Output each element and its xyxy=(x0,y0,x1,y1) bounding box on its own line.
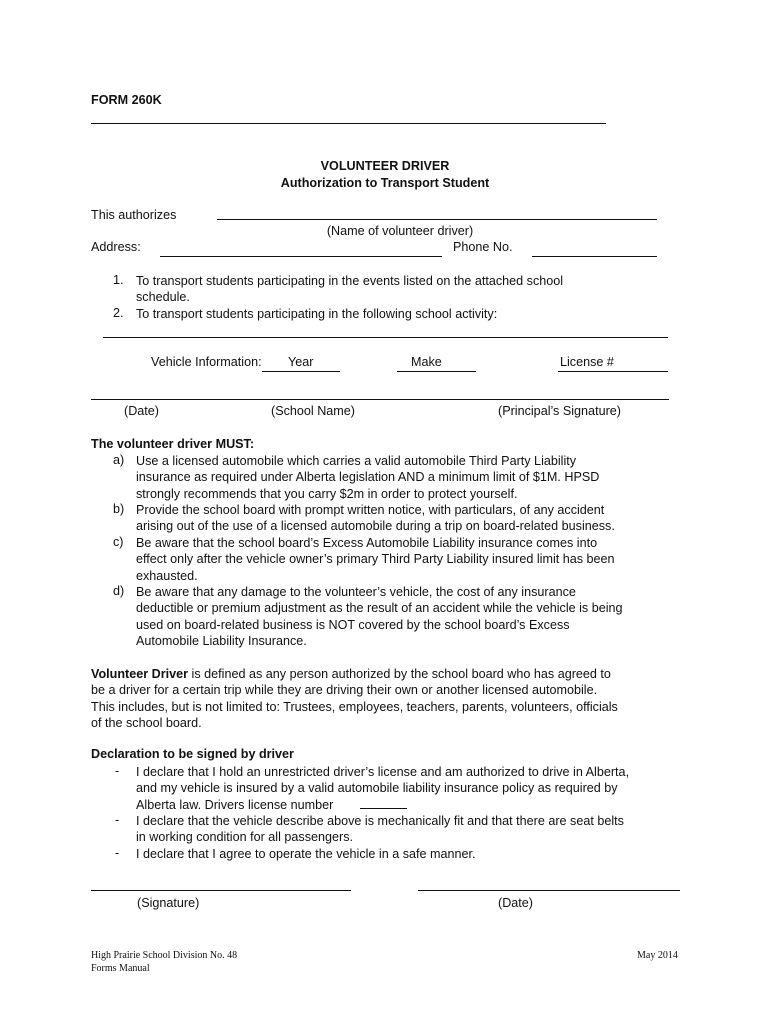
approval-field[interactable] xyxy=(91,399,669,400)
bullet: - xyxy=(115,813,120,827)
vehicle-license-field[interactable] xyxy=(558,371,668,372)
definition-text: This includes, but is not limited to: Trustees, employees, teachers, parents, volunteers, officials xyxy=(91,699,618,714)
signature-date-caption: (Date) xyxy=(498,896,533,910)
form-title: VOLUNTEER DRIVER xyxy=(320,159,450,173)
item-text: strongly recommends that you carry $2m in order to protect yourself. xyxy=(136,486,518,501)
approval-school-caption: (School Name) xyxy=(271,404,355,418)
definition-text: of the school board. xyxy=(91,715,202,730)
list-text: schedule. xyxy=(136,290,190,305)
declaration-text: in working condition for all passengers. xyxy=(136,830,354,845)
item-text: deductible or premium adjustment as the result of an accident while the vehicle is being xyxy=(136,601,623,616)
signature-caption: (Signature) xyxy=(137,896,200,910)
driver-name-caption: (Name of volunteer driver) xyxy=(326,224,474,238)
declaration-text: and my vehicle is insured by a valid automobile liability insurance policy as required by xyxy=(136,781,618,796)
vehicle-info-label: Vehicle Information: xyxy=(151,355,262,369)
address-field[interactable] xyxy=(160,256,442,257)
definition-paragraph xyxy=(91,666,618,731)
vehicle-year-field[interactable] xyxy=(262,371,340,372)
phone-field[interactable] xyxy=(532,256,657,257)
approval-principal-caption: (Principal’s Signature) xyxy=(498,404,621,418)
bullet: - xyxy=(115,846,120,860)
item-text: Be aware that any damage to the volunteer’s vehicle, the cost of any insurance xyxy=(136,585,576,599)
driver-signature-field[interactable] xyxy=(91,890,351,891)
footer-date: May 2014 xyxy=(637,950,678,961)
item-letter: d) xyxy=(113,584,125,598)
declaration-text: I declare that I agree to operate the vehicle in a safe manner. xyxy=(136,847,476,861)
form-id: FORM 260K xyxy=(91,93,162,107)
vehicle-make-field[interactable] xyxy=(397,371,476,372)
declaration-text: I declare that I hold an unrestricted driver’s license and am authorized to drive in Alberta, xyxy=(136,765,630,779)
item-text: Use a licensed automobile which carries a valid automobile Third Party Liability xyxy=(136,454,577,468)
license-number-field[interactable] xyxy=(360,808,407,809)
list-text: To transport students participating in the following school activity: xyxy=(136,307,498,321)
item-text: Be aware that the school board’s Excess Automobile Liability insurance comes into xyxy=(136,536,598,550)
declaration-text: Alberta law. Drivers license number xyxy=(136,797,334,812)
list-number: 2. xyxy=(113,306,124,320)
item-text: insurance as required under Alberta legislation AND a minimum limit of $1M. HPSD xyxy=(136,470,600,485)
driver-name-field[interactable] xyxy=(217,219,657,220)
item-text: used on board-related business is NOT covered by the school board’s Excess xyxy=(136,617,570,632)
item-letter: a) xyxy=(113,453,125,467)
header-rule xyxy=(91,123,606,124)
list-text: To transport students participating in the events listed on the attached school xyxy=(136,274,564,288)
item-text: arising out of the use of a licensed automobile during a trip on board-related business. xyxy=(136,519,615,534)
item-letter: b) xyxy=(113,502,125,516)
approval-date-caption: (Date) xyxy=(124,404,159,418)
declaration-text: I declare that the vehicle describe above is mechanically fit and that there are seat belts xyxy=(136,814,624,828)
bullet: - xyxy=(115,764,120,778)
must-heading: The volunteer driver MUST: xyxy=(91,437,255,451)
address-label: Address: xyxy=(91,240,141,254)
footer-division: High Prairie School Division No. 48 xyxy=(91,950,238,961)
item-letter: c) xyxy=(113,535,124,549)
declaration-heading: Declaration to be signed by driver xyxy=(91,747,294,761)
vehicle-license-label: License # xyxy=(560,355,614,369)
phone-label: Phone No. xyxy=(453,240,513,254)
form-subtitle: Authorization to Transport Student xyxy=(280,176,490,190)
authorizes-label: This authorizes xyxy=(91,208,177,222)
definition-text: be a driver for a certain trip while they are driving their own or another licensed automobile. xyxy=(91,683,598,698)
signature-date-field[interactable] xyxy=(418,890,680,891)
item-text: Provide the school board with prompt written notice, with particulars, of any accident xyxy=(136,503,605,517)
definition-term: Volunteer Driver xyxy=(91,667,189,681)
item-text: effect only after the vehicle owner’s primary Third Party Liability insured limit has been xyxy=(136,552,615,567)
list-number: 1. xyxy=(113,273,124,287)
school-activity-field[interactable] xyxy=(103,337,668,338)
item-text: exhausted. xyxy=(136,568,198,583)
vehicle-make-label: Make xyxy=(411,355,442,369)
vehicle-year-label: Year xyxy=(288,355,314,369)
definition-text: is defined as any person authorized by the school board who has agreed to xyxy=(188,667,611,681)
item-text: Automobile Liability Insurance. xyxy=(136,633,307,648)
footer-manual: Forms Manual xyxy=(91,963,150,974)
